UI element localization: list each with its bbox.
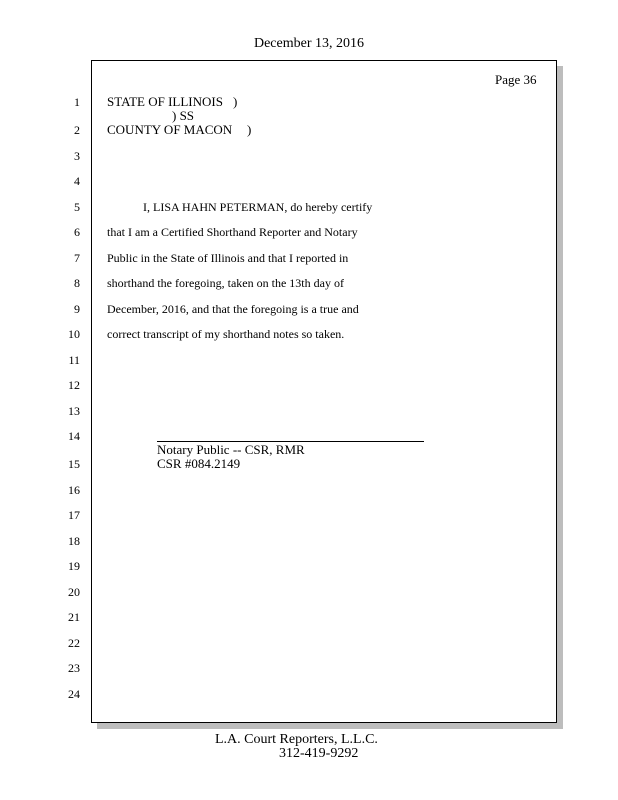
- line-number: 10: [68, 327, 80, 341]
- header-date: December 13, 2016: [253, 36, 365, 51]
- footer-company: L.A. Court Reporters, L.L.C.: [215, 732, 378, 747]
- line-number: 14: [68, 429, 80, 443]
- signature-title: Notary Public -- CSR, RMR: [157, 442, 305, 457]
- caption-paren: ): [233, 94, 238, 109]
- line-number: 23: [68, 661, 80, 675]
- page-number: Page 36: [495, 72, 537, 87]
- certification-line: December, 2016, and that the foregoing is a true and: [107, 302, 359, 316]
- line-number: 12: [68, 378, 80, 392]
- line-number: 8: [74, 276, 80, 290]
- caption-county: COUNTY OF MACON: [107, 122, 233, 137]
- line-number: 1: [74, 95, 80, 109]
- line-number: 5: [74, 200, 80, 214]
- footer-phone: 312-419-9292: [279, 746, 359, 761]
- line-number: 17: [68, 508, 80, 522]
- line-number: 18: [68, 534, 80, 548]
- caption-state: STATE OF ILLINOIS: [107, 94, 223, 109]
- line-number: 16: [68, 483, 80, 497]
- line-number: 6: [74, 225, 80, 239]
- line-number: 22: [68, 636, 80, 650]
- line-number: 4: [74, 174, 80, 188]
- certification-line: correct transcript of my shorthand notes so taken.: [107, 327, 345, 341]
- line-number: 21: [68, 610, 80, 624]
- line-number: 9: [74, 302, 80, 316]
- certification-line: that I am a Certified Shorthand Reporter and Notary: [107, 225, 358, 239]
- certification-line: shorthand the foregoing, taken on the 13th day of: [107, 276, 344, 290]
- certification-line: I, LISA HAHN PETERMAN, do hereby certify: [143, 200, 373, 214]
- line-number: 24: [68, 687, 80, 701]
- line-number: 15: [68, 457, 80, 471]
- caption-ss: ) SS: [172, 108, 195, 123]
- signature-csr-number: CSR #084.2149: [157, 456, 241, 471]
- line-number: 7: [74, 251, 80, 265]
- line-number: 13: [68, 404, 80, 418]
- transcript-page: [91, 60, 557, 723]
- line-number: 19: [68, 559, 80, 573]
- line-number: 11: [68, 353, 80, 367]
- line-number: 2: [74, 123, 80, 137]
- caption-paren: ): [247, 122, 252, 137]
- line-number: 20: [68, 585, 80, 599]
- certification-line: Public in the State of Illinois and that I reported in: [107, 251, 349, 265]
- line-number: 3: [74, 149, 80, 163]
